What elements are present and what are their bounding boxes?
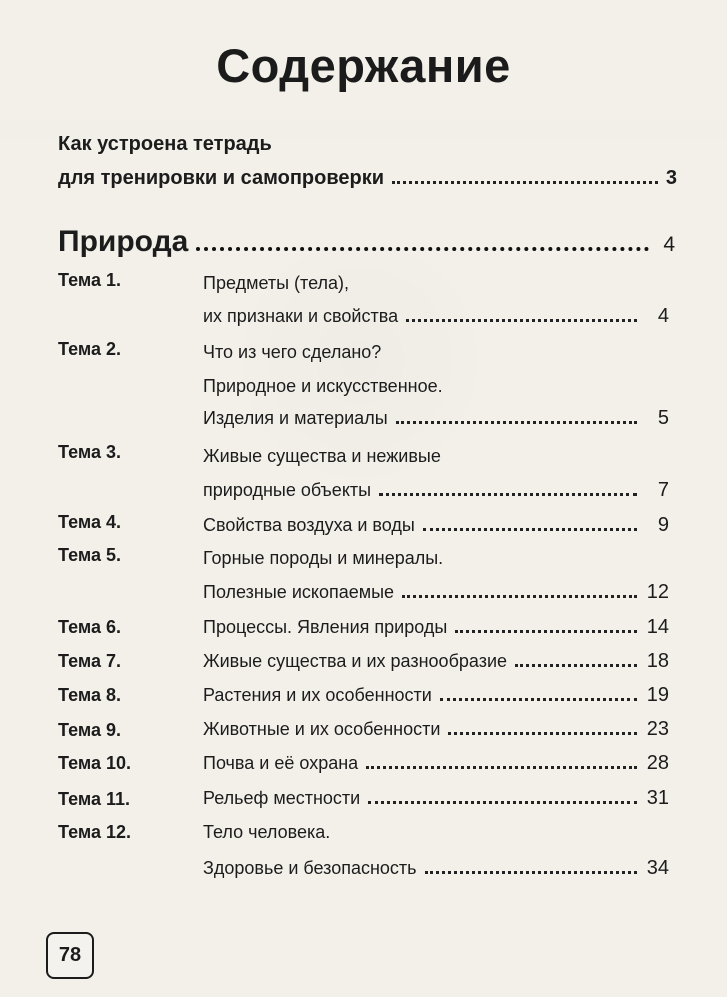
topic-entry-line xyxy=(203,374,669,398)
topic-label: Тема 8. xyxy=(58,685,121,705)
topic-entry-line xyxy=(203,406,669,432)
topic-entry-text: их признаки и свойства xyxy=(203,306,399,326)
topic-label: Тема 4. xyxy=(58,512,121,532)
leader-dots xyxy=(379,493,637,496)
intro-page-number: 3 xyxy=(665,167,677,189)
topic-page-number: 4 xyxy=(657,305,669,327)
topic-page-number: 31 xyxy=(646,787,669,809)
leader-dots xyxy=(425,871,637,874)
page-title: Содержание xyxy=(216,39,511,92)
leader-dots xyxy=(440,698,637,701)
leader-dots xyxy=(455,630,637,633)
topic-entry-text: Природное и искусственное. xyxy=(203,376,443,396)
topic-entry-line xyxy=(203,340,669,364)
topic-entry-text: Изделия и материалы xyxy=(203,408,388,428)
topic-entry-line xyxy=(203,683,669,709)
topic-page-number: 12 xyxy=(646,581,669,603)
topic-entry-line xyxy=(203,444,669,468)
topic-entry-text: Живые существа и их разнообразие xyxy=(203,651,508,671)
topic-entry-line xyxy=(203,820,669,844)
topic-page-number: 7 xyxy=(657,479,669,501)
topic-entry-text: природные объекты xyxy=(203,480,372,500)
leader-dots xyxy=(515,664,637,667)
topic-page-number: 5 xyxy=(657,407,669,429)
leader-dots xyxy=(423,528,637,531)
topic-page-number: 19 xyxy=(646,684,669,706)
topic-entry-text: Свойства воздуха и воды xyxy=(203,515,415,535)
topic-entry-text: Горные породы и минералы. xyxy=(203,548,444,568)
topic-page-number: 34 xyxy=(646,857,669,879)
topic-page-number: 9 xyxy=(657,514,669,536)
topic-entry-line xyxy=(203,717,669,743)
section-page-number: 4 xyxy=(663,233,675,256)
topic-entry-text: Живые существа и неживые xyxy=(203,446,441,466)
topic-page-number: 23 xyxy=(646,718,669,740)
leader-dots xyxy=(366,766,637,769)
intro-title-line-2 xyxy=(58,166,677,192)
topic-entry-text: Рельеф местности xyxy=(203,788,361,808)
topic-label: Тема 12. xyxy=(58,822,131,842)
topic-label: Тема 11. xyxy=(58,789,130,809)
topic-entry-text: Тело человека. xyxy=(203,822,331,842)
section-title: Природа xyxy=(58,225,189,258)
leader-dots xyxy=(392,181,658,184)
leader-dots xyxy=(402,595,637,598)
topic-entry-line xyxy=(203,513,669,539)
leader-dots xyxy=(368,801,637,804)
topic-entry-text: Процессы. Явления природы xyxy=(203,617,448,637)
topic-label: Тема 10. xyxy=(58,753,131,773)
topic-entry-line xyxy=(203,546,669,570)
leader-dots xyxy=(448,732,637,735)
intro-title-line-1 xyxy=(58,132,272,156)
topic-entry-line xyxy=(203,271,669,295)
page-number: 78 xyxy=(58,944,82,966)
topic-entry-line xyxy=(203,786,669,812)
topic-entry-line xyxy=(203,856,669,882)
topic-label: Тема 3. xyxy=(58,442,121,462)
page-number-badge xyxy=(46,932,94,979)
topic-entry-line xyxy=(203,580,669,606)
topic-entry-line xyxy=(203,304,669,330)
topic-label: Тема 9. xyxy=(58,720,121,740)
topic-label: Тема 2. xyxy=(58,339,121,359)
section-leader-dots xyxy=(196,247,649,251)
intro-text-2: для тренировки и самопроверки xyxy=(58,167,385,189)
topic-label: Тема 6. xyxy=(58,617,121,637)
topic-page-number: 18 xyxy=(646,650,669,672)
topic-entry-text: Здоровье и безопасность xyxy=(203,858,417,878)
topic-entry-text: Животные и их особенности xyxy=(203,719,441,739)
leader-dots xyxy=(396,421,637,424)
intro-text-1: Как устроена тетрадь xyxy=(58,133,272,155)
topic-page-number: 14 xyxy=(646,616,669,638)
topic-entry-text: Предметы (тела), xyxy=(203,273,349,293)
topic-entry-line xyxy=(203,478,669,504)
topic-entry-line xyxy=(203,649,669,675)
leader-dots xyxy=(406,319,637,322)
topic-entry-text: Полезные ископаемые xyxy=(203,582,395,602)
topic-label: Тема 5. xyxy=(58,545,121,565)
section-heading-nature xyxy=(58,224,675,263)
topic-label: Тема 1. xyxy=(58,270,121,290)
topic-entry-text: Что из чего сделано? xyxy=(203,342,382,362)
topic-entry-line xyxy=(203,751,669,777)
topic-entry-text: Почва и её охрана xyxy=(203,753,359,773)
topic-label: Тема 7. xyxy=(58,651,121,671)
topic-entry-line xyxy=(203,615,669,641)
topic-page-number: 28 xyxy=(646,752,669,774)
topic-entry-text: Растения и их особенности xyxy=(203,685,432,705)
